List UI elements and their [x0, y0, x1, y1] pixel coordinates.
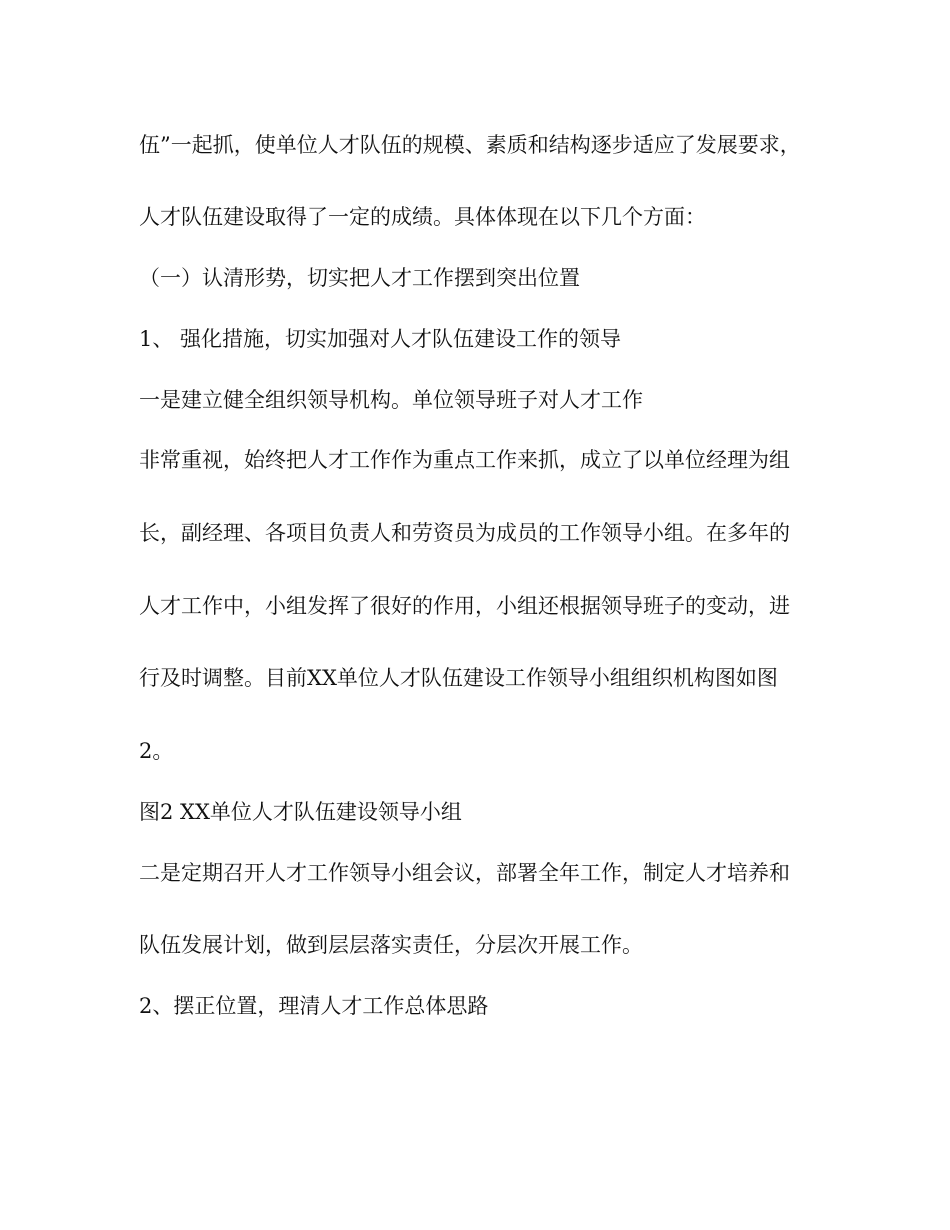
- body-text-line: 非常重视，始终把人才工作作为重点工作来抓，成立了以单位经理为组: [139, 448, 790, 472]
- body-text-line: 一是建立健全组织领导机构。单位领导班子对人才工作: [139, 388, 643, 412]
- body-text-line: 2。: [139, 739, 174, 763]
- body-text-line: 长，副经理、各项目负责人和劳资员为成员的工作领导小组。在多年的: [139, 521, 790, 545]
- body-text-line: 人才工作中，小组发挥了很好的作用，小组还根据领导班子的变动，进: [139, 594, 790, 618]
- figure-caption: 图2 XX单位人才队伍建设领导小组: [139, 800, 462, 824]
- subsection-heading: 1、 强化措施，切实加强对人才队伍建设工作的领导: [139, 327, 622, 351]
- body-text-line: 队伍发展计划，做到层层落实责任，分层次开展工作。: [139, 933, 643, 957]
- body-text-line: 行及时调整。目前XX单位人才队伍建设工作领导小组组织机构图如图: [139, 666, 778, 690]
- subsection-heading: 2、摆正位置，理清人才工作总体思路: [139, 994, 489, 1018]
- body-text-line: 伍”一起抓，使单位人才队伍的规模、素质和结构逐步适应了发展要求，: [139, 133, 801, 157]
- section-heading: （一）认清形势，切实把人才工作摆到突出位置: [139, 266, 580, 290]
- body-text-line: 人才队伍建设取得了一定的成绩。具体体现在以下几个方面：: [139, 205, 706, 229]
- body-text-line: 二是定期召开人才工作领导小组会议，部署全年工作，制定人才培养和: [139, 861, 790, 885]
